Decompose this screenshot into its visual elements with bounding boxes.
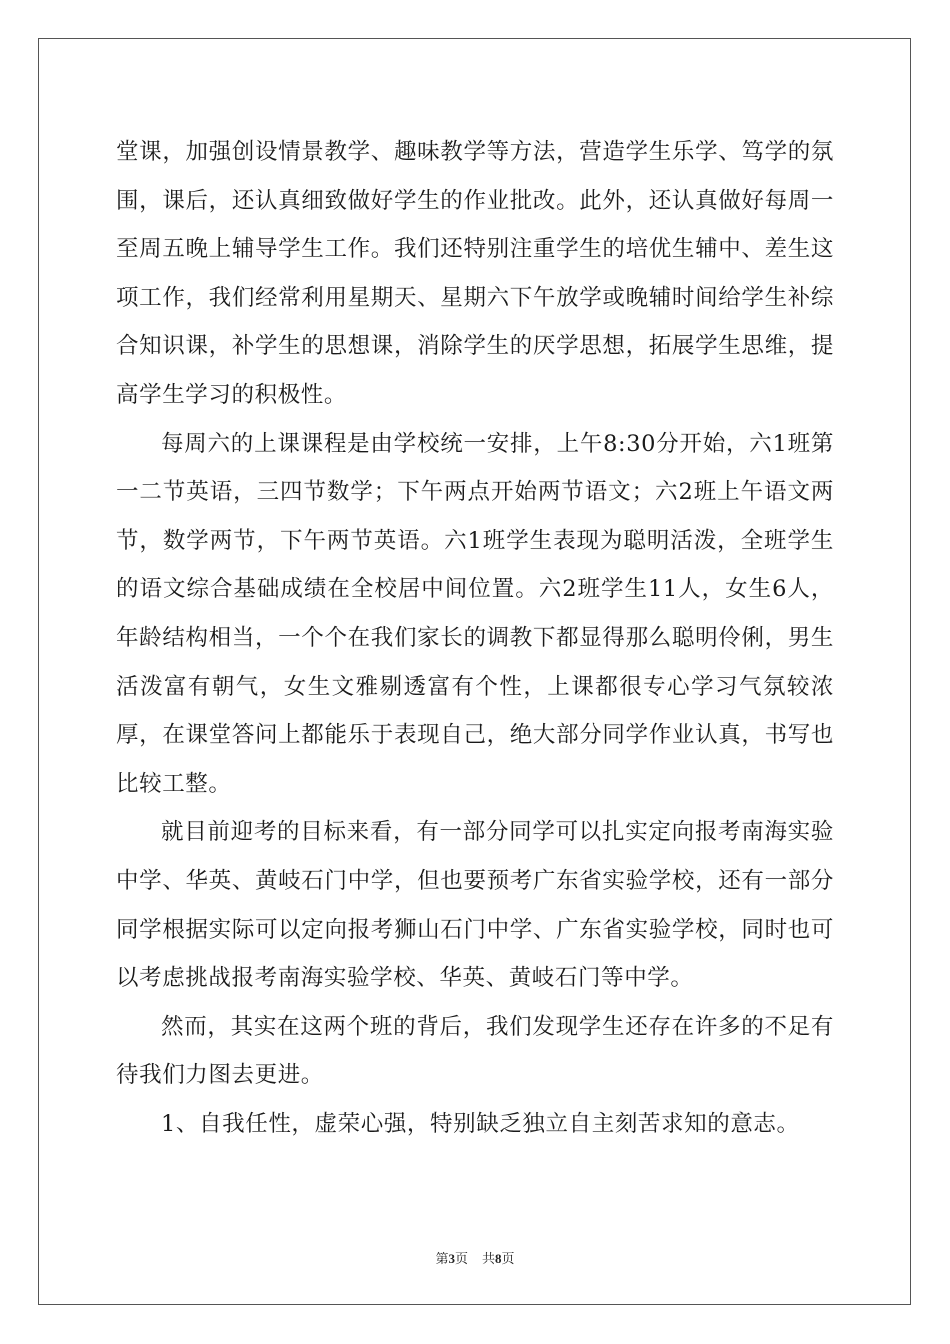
total-prefix: 共 — [482, 1252, 496, 1267]
page-prefix: 第 — [435, 1252, 449, 1267]
document-body — [116, 128, 834, 1148]
page-number: 3 — [448, 1251, 455, 1266]
paragraph-list-item-1: 1、自我任性，虚荣心强，特别缺乏独立自主刻苦求知的意志。 — [161, 1110, 800, 1137]
paragraph-continued: 堂课，加强创设情景教学、趣味教学等方法，营造学生乐学、笃学的氛围，课后，还认真细致做好学生的作业批改。此外，还认真做好每周一至周五晚上辅导学生工作。我们还特别注重学生的培优生辅中、差生这项工作，我们经常利用星期天、星期六下午放学或晚辅时间给学生补综合知识课，补学生的思想课，消除学生的厌学思想，拓展学生思维，提高学生学习的积极性。 — [116, 139, 834, 408]
paragraph-exam-goals: 就目前迎考的目标来看，有一部分同学可以扎实定向报考南海实验中学、华英、黄岐石门中学，但也要预考广东省实验学校，还有一部分同学根据实际可以定向报考狮山石门中学、广东省实验学校，同时也可以考虑挑战报考南海实验学校、华英、黄岐石门等中学。 — [116, 819, 834, 992]
page-footer — [0, 1248, 950, 1267]
paragraph-class-schedule: 每周六的上课课程是由学校统一安排，上午8:30分开始，六1班第一二节英语，三四节数学；下午两点开始两节语文；六2班上午语文两节，数学两节，下午两节英语。六1班学生表现为聪明活泼，全班学生的语文综合基础成绩在全校居中间位置。六2班学生11人，女生6人，年龄结构相当，一个个在我们家长的调教下都显得那么聪明伶俐，男生活泼富有朝气，女生文雅剔透富有个性，上课都很专心学习气氛较浓厚，在课堂答问上都能乐于表现自己，绝大部分同学作业认真，书写也比较工整。 — [116, 430, 834, 797]
page-total: 8 — [495, 1251, 502, 1266]
page-unit: 页 — [454, 1252, 468, 1267]
total-unit: 页 — [501, 1252, 515, 1267]
paragraph-shortcomings: 然而，其实在这两个班的背后，我们发现学生还存在许多的不足有待我们力图去更进。 — [116, 1013, 834, 1089]
